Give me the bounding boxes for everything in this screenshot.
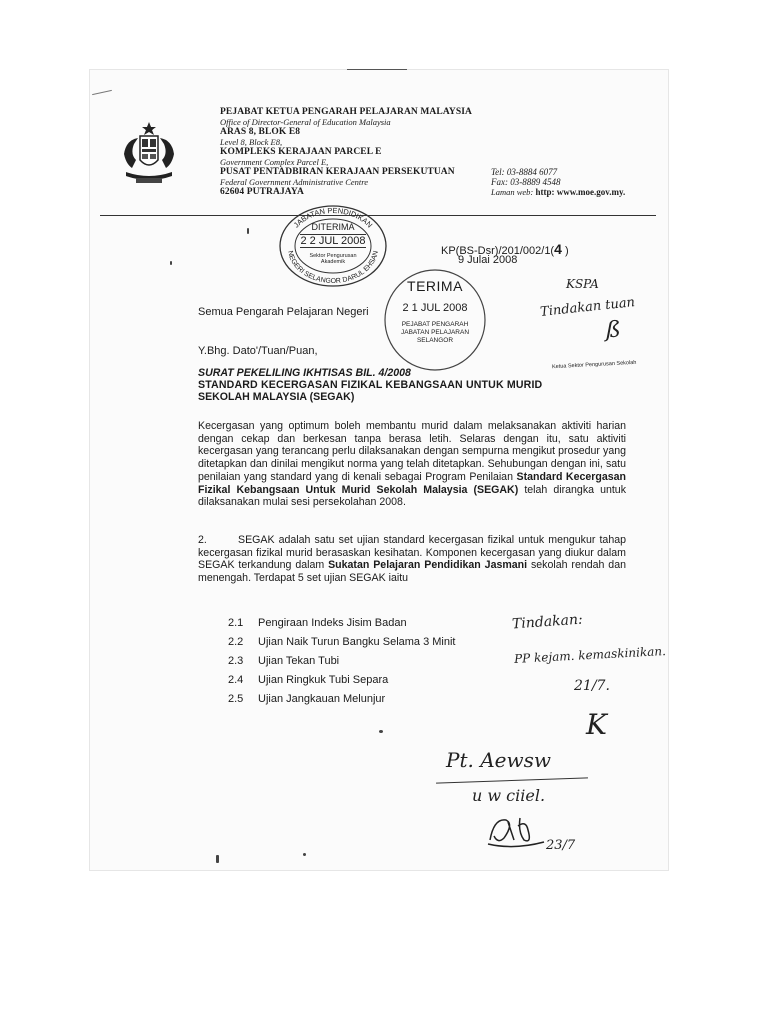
ref-number-suffix: 4 [554, 241, 562, 257]
para1-text-b: telah dirangka untuk dilaksanakan mulai sesi persekolahan 2008. [198, 483, 627, 509]
letterhead [220, 107, 472, 197]
scan-speck [303, 853, 306, 856]
terima-date: 2 1 JUL 2008 [402, 302, 468, 314]
handwritten-kspa: KSPA [566, 277, 599, 291]
test-list [228, 614, 455, 709]
ref-number-close: ) [561, 245, 569, 257]
diterima-label: DITERIMA [311, 222, 355, 232]
handwritten-pp-kejam: PP kejam. kemaskinikan. [513, 644, 667, 666]
handwritten-date-2: 23/7 [546, 838, 576, 853]
contact-block [491, 167, 625, 197]
header-line-5: KOMPLEKS KERAJAAN PARCEL E [220, 147, 382, 157]
diterima-stamp [278, 204, 388, 288]
web-label: Laman web: [491, 187, 534, 197]
diterima-ring-top: JABATAN PENDIDIKAN [291, 205, 375, 230]
para2-bold: Sukatan Pelajaran Pendidikan Jasmani [328, 559, 528, 572]
para2-text-a: SEGAK adalah satu set ujian standard kecergasan fizikal untuk mengukur tahap kecergasan fizikal murid berasaskan kesihatan. Komponen kecergasan yang diukur dalam SEGAK terkandung dalam [198, 534, 626, 572]
list-item-number: 2.2 [228, 636, 244, 648]
list-item-label: Pengiraan Indeks Jisim Badan [258, 617, 407, 629]
web-line [491, 187, 625, 197]
list-item-number: 2.1 [228, 617, 244, 629]
scan-top-mark [347, 69, 407, 70]
scan-speck [170, 261, 172, 265]
terima-org-1: PEJABAT PENGARAH [401, 321, 469, 328]
header-line-2: Office of Director-General of Education Malaysia [220, 117, 391, 127]
list-item-label: Ujian Ringkuk Tubi Separa [258, 674, 389, 686]
handwritten-date-1: 21/7. [574, 678, 610, 694]
malaysia-crest-logo [118, 120, 180, 190]
handwritten-tindakan-tuan: Tindakan tuan [539, 295, 636, 320]
header-line-7: PUSAT PENTADBIRAN KERAJAAN PERSEKUTUAN [220, 167, 455, 177]
list-item-number: 2.5 [228, 693, 244, 705]
handwritten-sig-line: u w ciiel. [472, 786, 546, 805]
list-item [228, 690, 455, 709]
ref-number-text: KP(BS-Dsr)/201/002/1( [441, 245, 555, 257]
paragraph-2 [198, 534, 626, 585]
scan-speck [379, 730, 383, 733]
header-line-1: PEJABAT KETUA PENGARAH PELAJARAN MALAYSIA [220, 107, 473, 117]
recipient: Semua Pengarah Pelajaran Negeri [198, 306, 369, 318]
terima-label: TERIMA [407, 278, 463, 294]
fax-text: Fax: 03-8889 4548 [491, 177, 561, 187]
list-item [228, 633, 455, 652]
header-line-8: Federal Government Administrative Centre [220, 177, 369, 187]
signature-scribble [484, 810, 554, 854]
list-item [228, 614, 455, 633]
diterima-ring-bottom: NEGERI SELANGOR DARUL EHSAN [286, 250, 380, 286]
list-item-label: Ujian Naik Turun Bangku Selama 3 Minit [258, 636, 456, 648]
list-item [228, 652, 455, 671]
handwritten-pt-line: Pt. Aewsw [446, 748, 551, 772]
terima-org-2: JABATAN PELAJARAN [400, 329, 470, 336]
web-url: http: www.moe.gov.my. [535, 187, 626, 197]
para1-text-a: Kecergasan yang optimum boleh membantu murid dalam melaksanakan aktiviti harian dengan cekap dan berkesan tanpa berasa letih. Selaras dengan itu, satu aktiviti kecergasan yang terancang perlu dilaksanakan dengan sempurna mengikut prosedur yang ditetapkan dan dinilai mengikut norma yang telah ditetapkan. Sehubungan dengan ini, satu penilaian yang standard yang di kenali sebagai Program Penilaian [198, 420, 626, 483]
header-line-9: 62604 PUTRAJAYA [220, 187, 304, 197]
para2-number: 2. [198, 534, 207, 546]
para1-bold: Standard Kecergasan Fizikal Kebangsaan Untuk Murid Sekolah Malaysia (SEGAK) [198, 470, 626, 496]
para2-text-b: sekolah rendah dan menengah. Terdapat 5 set ujian SEGAK iaitu [198, 559, 626, 585]
circular-number: SURAT PEKELILING IKHTISAS BIL. 4/2008 [198, 367, 411, 379]
list-item-number: 2.4 [228, 674, 244, 686]
handwritten-makluman: Tindakan: [511, 611, 584, 633]
list-item-label: Ujian Jangkauan Melunjur [258, 693, 386, 705]
header-line-3: ARAS 8, BLOK E8 [220, 127, 301, 137]
tel-text: Tel: 03-8884 6077 [491, 167, 558, 177]
diterima-sector: Sektor Pengurusan Akademik [309, 253, 357, 265]
circular-title-block [198, 367, 626, 403]
circular-title-line2: SEKOLAH MALAYSIA (SEGAK) [198, 391, 355, 403]
circular-title-line1: STANDARD KECERGASAN FIZIKAL KEBANGSAAN UNTUK MURID [198, 379, 543, 391]
list-item [228, 671, 455, 690]
list-item-number: 2.3 [228, 655, 244, 667]
letter-date: 9 Julai 2008 [458, 254, 518, 266]
header-line-6: Government Complex Parcel E, [220, 157, 329, 167]
terima-stamp [383, 268, 487, 372]
paragraph-1 [198, 420, 626, 509]
scan-speck [247, 228, 249, 234]
salutation: Y.Bhg. Dato'/Tuan/Puan, [198, 345, 318, 357]
diterima-date: 2 2 JUL 2008 [300, 235, 366, 247]
scan-speck [216, 855, 219, 863]
list-item-label: Ujian Tekan Tubi [258, 655, 340, 667]
terima-org-3: SELANGOR [416, 337, 454, 344]
ketua-sektor-label: Ketua Sektor Pengurusan Sekolah [551, 359, 637, 371]
handwritten-initial-top: ß [606, 318, 621, 343]
handwritten-initial-k: K [586, 708, 607, 741]
header-line-4: Level 8, Block E8, [220, 137, 283, 147]
